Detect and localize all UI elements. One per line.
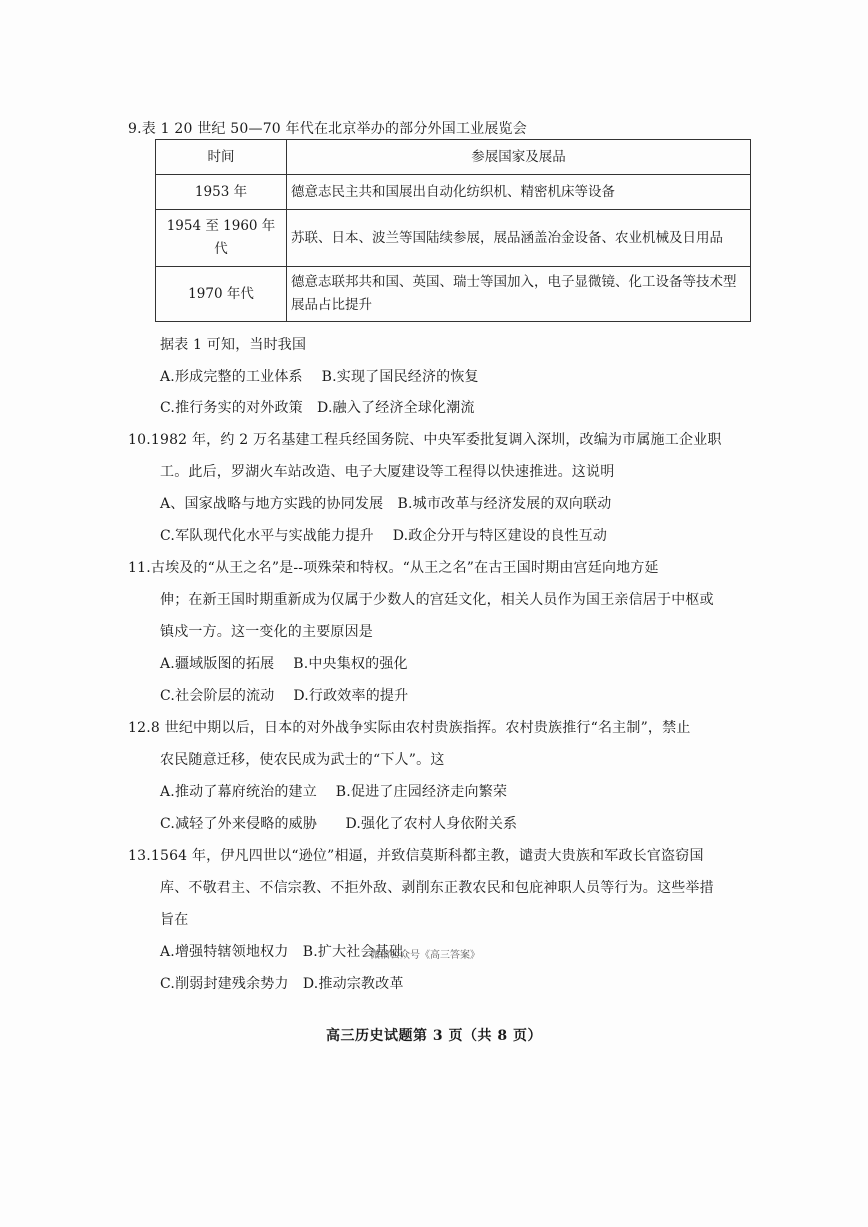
question-9-options-ab: A.形成完整的工业体系 B.实现了国民经济的恢复	[160, 369, 479, 385]
question-11-options-cd: C.社会阶层的流动 D.行政效率的提升	[160, 688, 409, 704]
question-9-title: 9.表 1 20 世纪 50—70 年代在北京举办的部分外国工业展览会	[128, 121, 527, 137]
question-13-line-1: 13.1564 年，伊凡四世以“逊位”相逼，并致信莫斯科都主教，谴责大贵族和军政长官盗窃国	[128, 848, 704, 864]
question-12-options-ab: A.推动了幕府统治的建立 B.促进了庄园经济走向繁荣	[160, 784, 508, 800]
table-cell-time: 1953 年	[156, 175, 287, 210]
table-header-exhibits: 参展国家及展品	[287, 140, 751, 175]
question-12-line-1: 12.8 世纪中期以后，日本的对外战争实际由农村贵族指挥。农村贵族推行“名主制”，禁止	[128, 720, 691, 736]
question-13-line-3: 旨在	[160, 912, 189, 928]
table-row	[156, 210, 751, 267]
question-13-options-cd: C.削弱封建残余势力 D.推动宗教改革	[160, 976, 404, 992]
table-cell-exhibits: 德意志民主共和国展出自动化纺织机、精密机床等设备	[287, 175, 751, 210]
exhibition-table	[155, 139, 751, 322]
question-12-line-2: 农民随意迁移，使农民成为武士的“下人”。这	[160, 752, 445, 768]
page-footer: 高三历史试题第 3 页（共 8 页）	[326, 1028, 542, 1044]
table-cell-time: 1970 年代	[156, 267, 287, 322]
table-cell-exhibits: 苏联、日本、波兰等国陆续参展，展品涵盖冶金设备、农业机械及日用品	[287, 210, 751, 267]
question-11-line-3: 镇戍一方。这一变化的主要原因是	[160, 624, 373, 640]
table-cell-exhibits: 德意志联邦共和国、英国、瑞士等国加入，电子显微镜、化工设备等技术型展品占比提升	[287, 267, 751, 322]
question-10-options-cd: C.军队现代化水平与实战能力提升 D.政企分开与特区建设的良性互动	[160, 528, 608, 544]
question-11-line-2: 伸；在新王国时期重新成为仅属于少数人的宫廷文化，相关人员作为国王亲信居于中枢或	[160, 592, 714, 608]
table-row	[156, 267, 751, 322]
question-10-line-1: 10.1982 年，约 2 万名基建工程兵经国务院、中央军委批复调入深圳，改编为市属施工企业职	[128, 432, 722, 448]
question-13-options-ab: A.增强特辖领地权力 B.扩大社会基础	[160, 944, 404, 960]
question-9-stem: 据表 1 可知，当时我国	[160, 337, 307, 353]
question-10-line-2: 工。此后，罗湖火车站改造、电子大厦建设等工程得以快速推进。这说明	[160, 464, 615, 480]
watermark-text: 微信公众号《高三答案》	[370, 950, 480, 961]
table-cell-time: 1954 至 1960 年代	[156, 210, 287, 267]
question-11-line-1: 11.古埃及的“从王之名”是--项殊荣和特权。“从王之名”在古王国时期由宫廷向地方延	[128, 560, 659, 576]
question-12-options-cd: C.减轻了外来侵略的威胁 D.强化了农村人身依附关系	[160, 816, 518, 832]
question-9-options-cd: C.推行务实的对外政策 D.融入了经济全球化潮流	[160, 400, 475, 416]
question-10-options-ab: A、国家战略与地方实践的协同发展 B.城市改革与经济发展的双向联动	[160, 496, 612, 512]
table-row	[156, 175, 751, 210]
question-11-options-ab: A.疆域版图的拓展 B.中央集权的强化	[160, 656, 408, 672]
table-header-time: 时间	[156, 140, 287, 175]
table-header-row	[156, 140, 751, 175]
question-13-line-2: 库、不敬君主、不信宗教、不拒外敌、剥削东正教农民和包庇神职人员等行为。这些举措	[160, 880, 714, 896]
